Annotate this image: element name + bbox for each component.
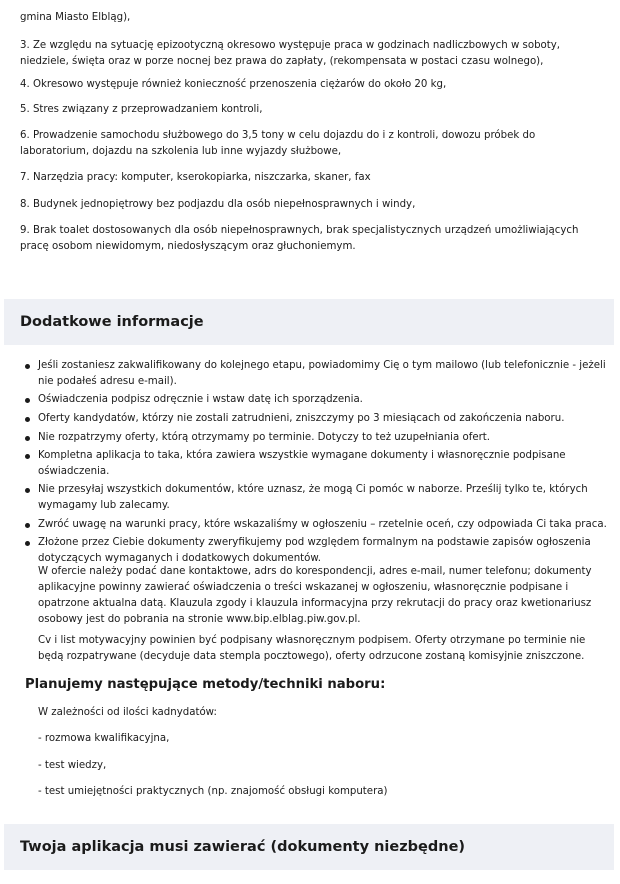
section-header-application [4,824,614,870]
bullet-icon [25,488,30,493]
bullet-icon [25,436,30,441]
bullet-icon [25,454,30,459]
condition-item-9: 9. Brak toalet dostosowanych dla osób niepełnosprawnych, brak specjalistycznych urządzeń umożliwiających pracę osobom niewidomym, niedosłyszącym oraz głuchoniemym. [20,225,579,252]
list-item: Oświadczenia podpisz odręcznie i wstaw datę ich sporządzenia. [22,392,617,408]
condition-item-8: 8. Budynek jednopiętrowy bez podjazdu dla osób niepełnosprawnych i windy, [20,199,416,210]
additional-info-list [22,358,617,570]
condition-item-4: 4. Okresowo występuje również konieczność przenoszenia ciężarów do około 20 kg, [20,79,447,90]
list-item: Oferty kandydatów, którzy nie zostali zatrudnieni, zniszczymy po 3 miesiącach od zakończenia naboru. [22,411,617,427]
method-item: - test wiedzy, [38,760,107,771]
section-title: Twoja aplikacja musi zawierać (dokumenty niezbędne) [20,839,466,855]
bullet-icon [25,523,30,528]
method-item: - test umiejętności praktycznych (np. znajomość obsługi komputera) [38,786,388,797]
condition-item-continuation: gmina Miasto Elbląg), [20,12,131,23]
methods-title: Planujemy następujące metody/techniki naboru: [25,677,386,692]
method-item: - rozmowa kwalifikacyjna, [38,733,170,744]
condition-item-6: 6. Prowadzenie samochodu służbowego do 3,5 tony w celu dojazdu do i z kontroli, dowozu próbek do laboratorium, dojazdu na szkolenia lub inne wyjazdy służbowe, [20,130,536,157]
list-item: Nie przesyłaj wszystkich dokumentów, które uznasz, że mogą Ci pomóc w naborze. Prześlij tylko te, których wymagamy lub zalecamy. [22,482,617,513]
list-item: Kompletna aplikacja to taka, która zawiera wszystkie wymagane dokumenty i własnoręcznie podpisane oświadczenia. [22,448,617,479]
section-header-additional-info [4,299,614,345]
list-item: Nie rozpatrzymy oferty, którą otrzymamy po terminie. Dotyczy to też uzupełniania ofert. [22,430,617,446]
list-item: Jeśli zostaniesz zakwalifikowany do kolejnego etapu, powiadomimy Cię o tym mailowo (lub telefonicznie - jeżeli nie podałeś adresu e-mail). [22,358,617,389]
list-item: Złożone przez Ciebie dokumenty zweryfikujemy pod względem formalnym na podstawie zapisów ogłoszenia dotyczących wymaganych i dodatkowych dokumentów. [22,535,617,566]
methods-intro: W zależności od ilości kadnydatów: [38,707,217,718]
bullet-icon [25,398,30,403]
list-item: Zwróć uwagę na warunki pracy, które wskazaliśmy w ogłoszeniu – rzetelnie oceń, czy odpowiada Ci taka praca. [22,517,617,533]
bullet-icon [25,364,30,369]
offer-contact-paragraph: W ofercie należy podać dane kontaktowe, adrs do korespondencji, adres e-mail, numer telefonu; dokumenty aplikacyjne powinny zawierać oświadczenia o treści wskazanej w ogłoszeniu, własnoręcznie podpisane i opatrzone aktualna datą. Klauzula zgody i klauzula informacyjna przy rekrutacji do pracy oraz kwetionariusz osobowy jest do pobrania na stronie www.bip.elblag.piw.gov.pl. [38,566,592,625]
condition-item-5: 5. Stres związany z przeprowadzaniem kontroli, [20,104,263,115]
bullet-icon [25,417,30,422]
condition-item-7: 7. Narzędzia pracy: komputer, kserokopiarka, niszczarka, skaner, fax [20,172,371,183]
cv-signature-paragraph: Cv i list motywacyjny powinien być podpisany własnoręcznym podpisem. Oferty otrzymane po terminie nie będą rozpatrywane (decyduje data stempla pocztowego), oferty odrzucone zostaną komisyjnie zniszczone. [38,635,586,662]
section-title: Dodatkowe informacje [20,314,204,330]
bullet-icon [25,541,30,546]
condition-item-3: 3. Ze względu na sytuację epizootyczną okresowo występuje praca w godzinach nadliczbowych w soboty, niedziele, święta oraz w porze nocnej bez prawa do zapłaty, (rekompensata w postaci czasu wolnego), [20,40,561,67]
